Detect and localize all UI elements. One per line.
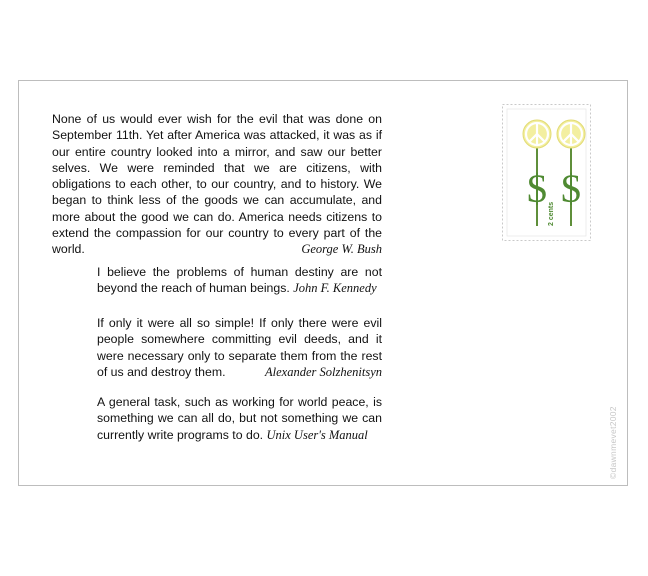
copyright-notice: ©dawnmevet2002 xyxy=(608,406,618,479)
dollar-sign-icon: $ xyxy=(527,166,547,211)
quote-author: Alexander Solzhenitsyn xyxy=(265,364,382,379)
quote-text: A general task, such as working for world peace, is something we can all do, but not something we can currently write programs to do. xyxy=(97,395,382,442)
stamp-illustration xyxy=(502,104,591,241)
postage-stamp xyxy=(502,104,591,241)
quote-author: George W. Bush xyxy=(301,242,382,257)
quote-bush xyxy=(52,111,382,258)
peace-flower-right xyxy=(557,120,585,226)
stamp-denomination: 2 cents xyxy=(548,201,555,226)
quote-text: I believe the problems of human destiny are not beyond the reach of human beings. xyxy=(97,265,382,296)
quote-kennedy xyxy=(97,264,382,297)
quote-text: If only it were all so simple! If only there were evil people somewhere committing evil deeds, and it were necessary only to separate them from the rest of us and destroy them. xyxy=(97,316,382,379)
quote-unix-manual xyxy=(97,394,382,443)
quote-author: John F. Kennedy xyxy=(293,281,377,296)
quote-solzhenitsyn xyxy=(97,315,382,380)
peace-sign-icon xyxy=(523,120,551,148)
postcard xyxy=(18,80,628,486)
peace-flower-left xyxy=(523,120,551,226)
quote-text: None of us would ever wish for the evil that was done on September 11th. Yet after America was attacked, it was as if our entire country looked into a mirror, and saw our better selves. We were reminded that we are citizens, with obligations to each other, to our country, and to history. We began to think less of the goods we can accumulate, and more about the good we can do. America needs citizens to extend the compassion for our country to every part of the world. xyxy=(52,112,382,257)
quote-author: Unix User's Manual xyxy=(266,427,368,442)
peace-sign-icon xyxy=(557,120,585,148)
dollar-sign-icon: $ xyxy=(561,166,581,211)
